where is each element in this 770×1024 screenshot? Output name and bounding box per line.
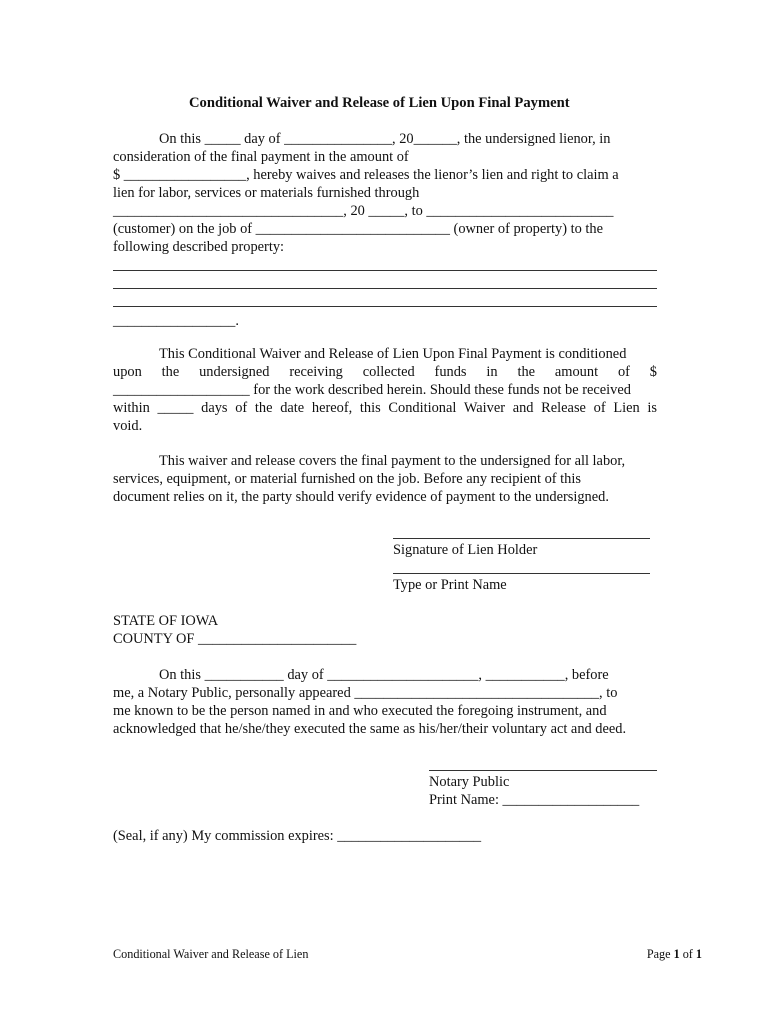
page-of: of: [679, 947, 696, 961]
property-line-1: [113, 270, 657, 271]
document-title: Conditional Waiver and Release of Lien Upon Final Payment: [189, 95, 570, 111]
print-name-label: Type or Print Name: [393, 577, 507, 593]
para1-line-5: ________________________________, 20 _____, to __________________________: [113, 203, 614, 219]
notary-line-2: me, a Notary Public, personally appeared __________________________________, to: [113, 685, 618, 701]
para1-line-2: consideration of the final payment in the amount of: [113, 149, 409, 165]
property-line-end: _________________.: [113, 313, 239, 329]
signature-line: [393, 538, 650, 539]
signature-label: Signature of Lien Holder: [393, 542, 538, 558]
county-label: COUNTY OF ______________________: [113, 631, 357, 647]
para1-line-1: On this _____ day of _______________, 20______, the undersigned lienor, in: [159, 131, 611, 147]
notary-line-3: me known to be the person named in and who executed the foregoing instrument, and: [113, 703, 607, 719]
para1-line-4: lien for labor, services or materials furnished through: [113, 185, 420, 201]
page-total: 1: [695, 947, 702, 961]
notary-line-1: On this ___________ day of _____________________, ___________, before: [159, 667, 609, 683]
page-number: [647, 945, 702, 963]
para2-line-3: ___________________ for the work described herein. Should these funds not be received: [113, 382, 631, 398]
para1-line-3: $ _________________, hereby waives and releases the lienor’s lien and right to claim a: [113, 167, 619, 183]
para3-line-1: This waiver and release covers the final payment to the undersigned for all labor,: [159, 453, 626, 469]
para2-line-4: within _____ days of the date hereof, this Conditional Waiver and Release of Lien is: [113, 400, 657, 416]
commission-expires: (Seal, if any) My commission expires: ____________________: [113, 828, 482, 844]
page-prefix: Page: [646, 947, 674, 961]
print-name-line: [393, 573, 650, 574]
para1-line-6: (customer) on the job of ___________________________ (owner of property) to the: [113, 221, 603, 237]
page-current: 1: [673, 947, 680, 961]
notary-print-name: Print Name: ___________________: [429, 792, 640, 808]
para2-line-5: void.: [113, 418, 143, 434]
state-label: STATE OF IOWA: [113, 613, 219, 629]
property-line-3: [113, 306, 657, 307]
notary-public-label: Notary Public: [429, 774, 510, 790]
para3-line-3: document relies on it, the party should verify evidence of payment to the undersigned.: [113, 489, 609, 505]
footer-title: Conditional Waiver and Release of Lien: [113, 947, 309, 961]
property-line-2: [113, 288, 657, 289]
notary-signature-line: [429, 770, 657, 771]
notary-line-4: acknowledged that he/she/they executed the same as his/her/their voluntary act and deed.: [113, 721, 627, 737]
para3-line-2: services, equipment, or material furnished on the job. Before any recipient of this: [113, 471, 581, 487]
para2-line-1: This Conditional Waiver and Release of Lien Upon Final Payment is conditioned: [159, 346, 627, 362]
para1-line-7: following described property:: [113, 239, 285, 255]
para2-line-2: upon the undersigned receiving collected funds in the amount of $: [113, 364, 657, 380]
